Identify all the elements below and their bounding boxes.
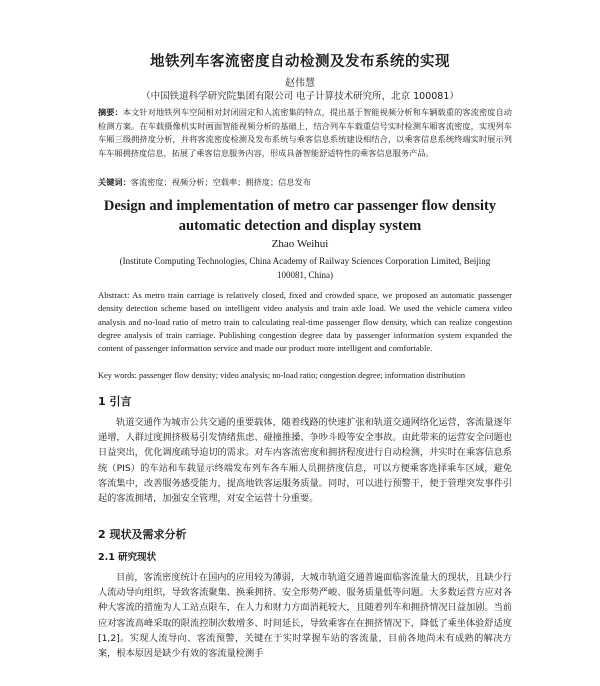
author-en: Zhao Weihui [271, 238, 329, 250]
abstract-en [98, 289, 512, 355]
abstract-en-text: As metro train carriage is relatively closed, fixed and crowded space, we proposed an automatic passenger density detection scheme based on intelligent video analysis and train axle load. We used the vehicle camera video analysis and no-load ratio of metro train to calculating real-time passenger flow density, which can realize congestion degree analysis of train carriage. Publishing congestion degree data by passenger information system expanded the content of passenger information service and made our product more intelligent and comfortable. [98, 290, 512, 354]
keywords-en-label: Key words: [98, 371, 137, 380]
affiliation-cn: （中国铁道科学研究院集团有限公司 电子计算技术研究所，北京 100081） [141, 91, 459, 102]
title-en: Design and implementation of metro car passenger flow density automatic detection and display system [103, 198, 497, 234]
abstract-cn-text: 本文针对地铁列车空间相对封闭固定和人流密集的特点，提出基于智能视频分析和车辆载重的客流密度自动检测方案。在车载摄像机实时画面智能视频分析的基础上，结合列车车载重信号实时检测车厢客流密度，实现列车车厢三级拥挤度分析，并将客流密度检测及发布系统与乘客信息系统建设相结合，以乘客信息系统终端实时展示列车车厢拥挤度信息，拓展了乘客信息服务内容，形成具备智能舒适特性的乘客信息服务产品。 [98, 107, 512, 158]
keywords-en-text: passenger flow density; video analysis; no-load ratio; congestion degree; information distribution [138, 371, 466, 380]
keywords-cn-label: 关键词： [98, 177, 131, 187]
keywords-en [98, 371, 512, 380]
affiliation-en: (Institute Computing Technologies, China Academy of Railway Sciences Corporation Limited, Beijing 100081, China) [119, 256, 491, 280]
abstract-cn-label: 摘要： [98, 107, 123, 117]
title-cn: 地铁列车客流密度自动检测及发布系统的实现 [150, 54, 450, 70]
author-cn: 赵伟慧 [285, 78, 315, 89]
section1-paragraph: 轨道交通作为城市公共交通的重要载体，随着线路的快速扩张和轨道交通网络化运营，客流量逐年递增，人群过度拥挤极易引发情绪焦虑、碰撞推搡、争吵斗殴等安全事故。由此带来的运营安全问题也日益突出，优化调度疏导迫切的需求。对车内客流密度和拥挤程度进行自动检测，并实时在乘客信息系统（PIS）的车站和车载显示终端发布列车各车厢人员拥挤度信息，可以方便乘客选择乘车区域，避免客流集中，改善服务感受能力，提高地铁客运服务质量。同时，可以进行预警干，便于管理突发事件引起的客流拥堵，加强安全管理，对安全运营十分重要。 [98, 417, 512, 505]
abstract-cn [98, 106, 512, 160]
abstract-en-label: Abstract: [98, 290, 130, 300]
section2-heading: 2 现状及需求分析 [98, 528, 187, 541]
section2-1-paragraph: 目前，客流密度统计在国内的应用较为薄弱，大城市轨道交通普遍面临客流量大的现状，且缺少行人流动导向组织，导致客流聚集、换乘拥挤、安全形势严峻、服务质量低等问题。大多数运营方应对各种大客流的措施为人工站点限车，在人力和财力方面消耗较大，且随着列车和拥挤情况日益加剧。当前应对客流高峰采取的限流控制次数增多、时间延长，导致乘客在在拥挤情况下，降低了乘坐体验舒适度[1,2]。实现人流导向、客流预警，关键在于实时掌握车站的客流量，目前各地尚未有成熟的解决方案，根本原因是缺少有效的客流量检测手 [98, 572, 512, 660]
section2-1-subheading: 2.1 研究现状 [98, 552, 157, 563]
section1-heading: 1 引言 [98, 395, 132, 408]
keywords-cn-text: 客流密度；视频分析；空载率；拥挤度；信息发布 [130, 177, 311, 187]
keywords-cn [98, 177, 512, 188]
